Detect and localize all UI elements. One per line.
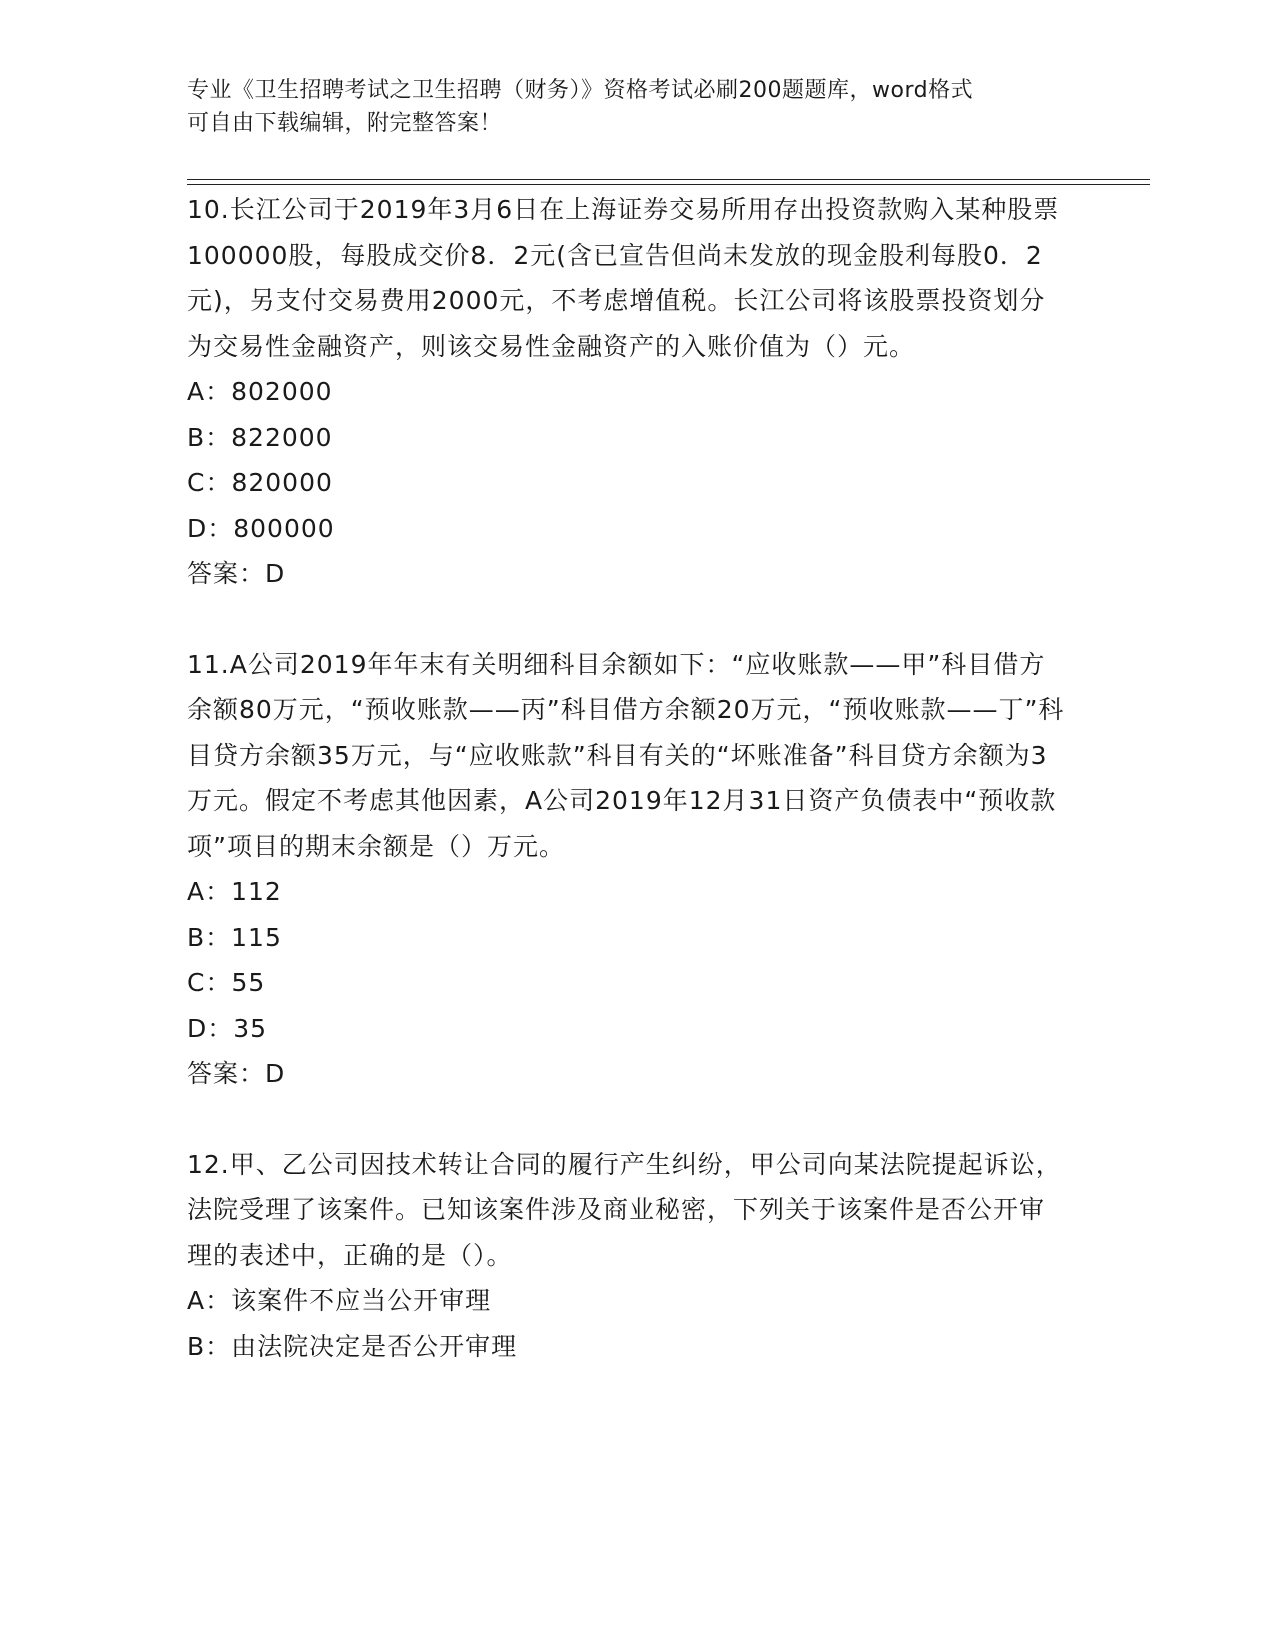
- questions-body: [187, 187, 1067, 1369]
- option-c: C：55: [187, 968, 266, 997]
- option-b: B：由法院决定是否公开审理: [187, 1331, 518, 1361]
- question-gap: [187, 1097, 1067, 1142]
- option-a: A：802000: [187, 377, 333, 406]
- option-c: C：820000: [187, 468, 333, 497]
- option-b: B：115: [187, 922, 282, 952]
- header-title-line-1: 专业《卫生招聘考试之卫生招聘（财务）》资格考试必刷200题题库，word格式: [187, 78, 974, 103]
- answer-line: 答案：D: [187, 559, 286, 588]
- question-12: [187, 1142, 1067, 1370]
- document-header: [187, 74, 1067, 140]
- question-text: 10.长江公司于2019年3月6日在上海证券交易所用存出投资款购入某种股票100000股，每股成交价8．2元(含已宣告但尚未发放的现金股利每股0．2元)，另支付交易费用2000元，不考虑增值税。长江公司将该股票投资划分为交易性金融资产，则该交易性金融资产的入账价值为（）元。: [187, 195, 1060, 361]
- question-text: 11.A公司2019年年末有关明细科目余额如下：“应收账款——甲”科目借方余额80万元，“预收账款——丙”科目借方余额20万元，“预收账款——丁”科目贷方余额35万元，与“应收账款”科目有关的“坏账准备”科目贷方余额为3万元。假定不考虑其他因素，A公司2019年12月31日资产负债表中“预收款项”项目的期末余额是（）万元。: [187, 649, 1065, 861]
- question-11: [187, 642, 1067, 1097]
- header-divider-top: [187, 179, 1150, 180]
- question-gap: [187, 597, 1067, 642]
- question-text: 12.甲、乙公司因技术转让合同的履行产生纠纷，甲公司向某法院提起诉讼，法院受理了该案件。已知该案件涉及商业秘密，下列关于该案件是否公开审理的表述中，正确的是（）。: [187, 1149, 1062, 1270]
- answer-line: 答案：D: [187, 1059, 286, 1088]
- header-divider-bottom: [187, 184, 1150, 185]
- option-d: D：35: [187, 1013, 268, 1043]
- option-a: A：112: [187, 877, 282, 906]
- header-title-line-2: 可自由下载编辑，附完整答案！: [187, 111, 503, 136]
- option-a: A：该案件不应当公开审理: [187, 1286, 492, 1315]
- question-10: [187, 187, 1067, 597]
- option-b: B：822000: [187, 422, 333, 452]
- option-d: D：800000: [187, 513, 335, 543]
